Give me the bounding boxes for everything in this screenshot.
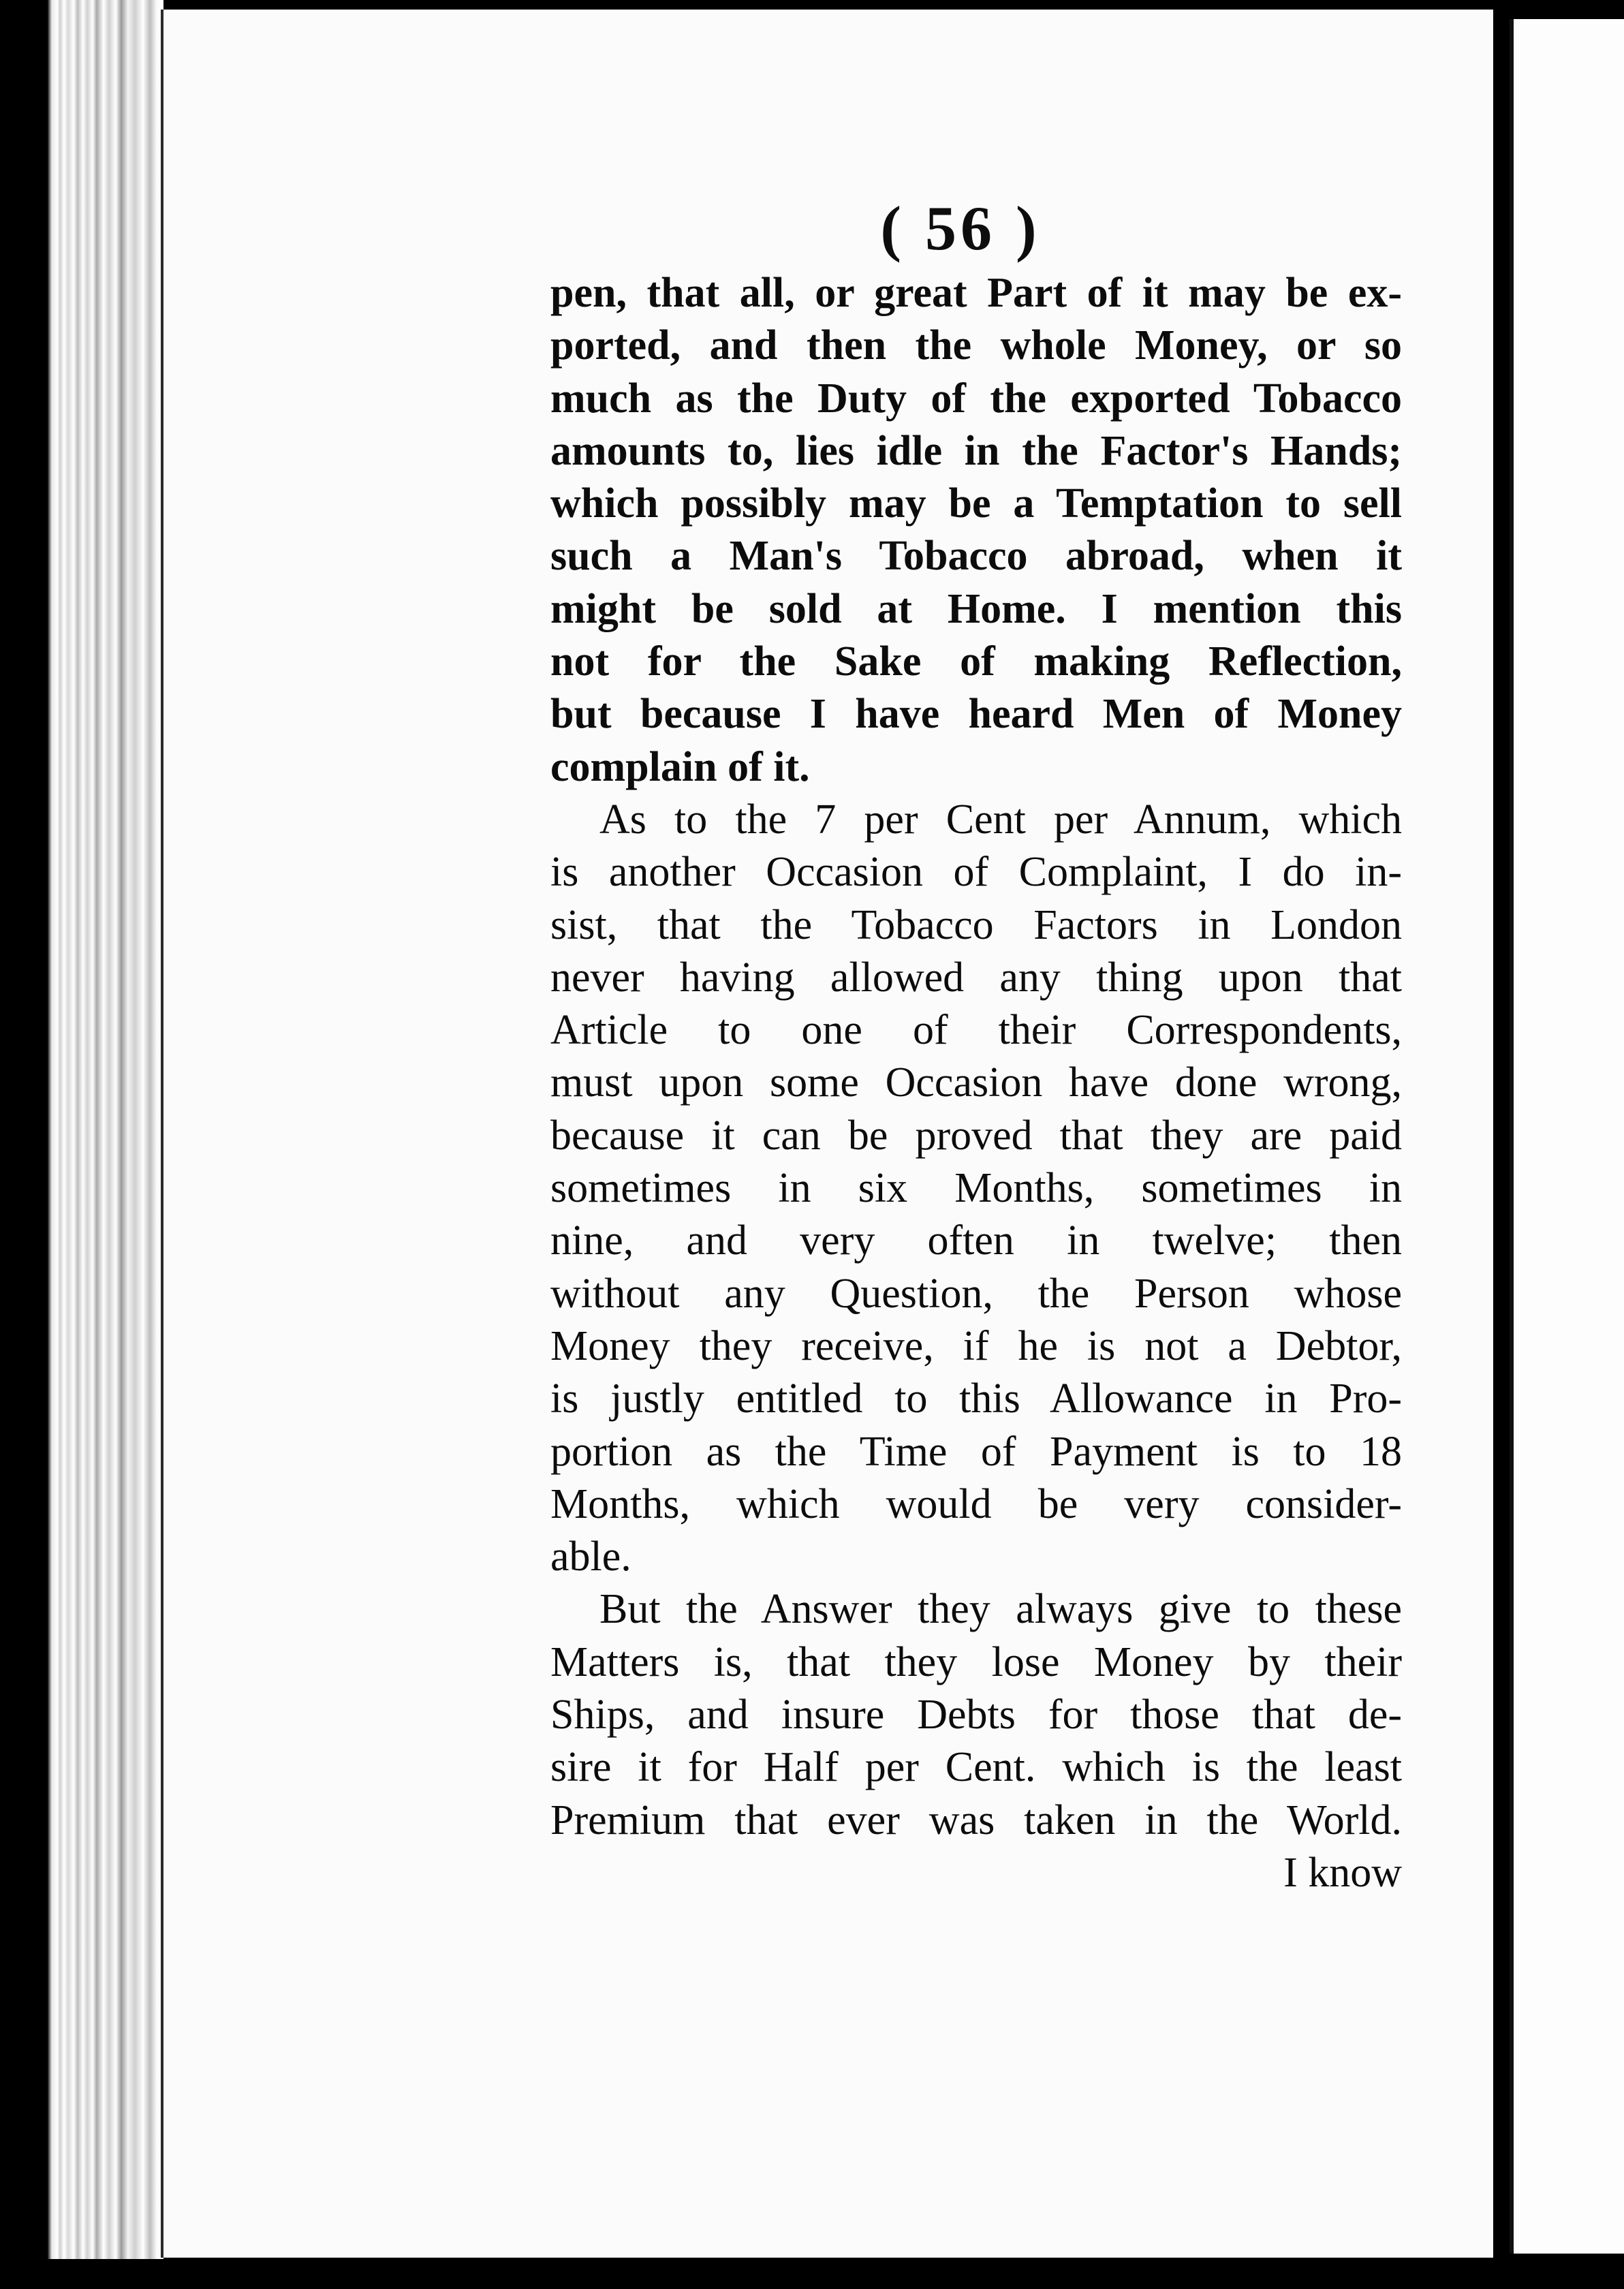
- text-line: without any Question, the Person whose: [550, 1270, 1402, 1317]
- text-line: Money they receive, if he is not a Debtor,: [550, 1322, 1402, 1369]
- text-line: Matters is, that they lose Money by their: [550, 1638, 1402, 1685]
- text-line: As to the 7 per Cent per Annum, which: [599, 796, 1402, 843]
- text-line: not for the Sake of making Reflection,: [550, 638, 1402, 685]
- text-line: is justly entitled to this Allowance in Pro-: [550, 1375, 1402, 1422]
- text-line: such a Man's Tobacco abroad, when it: [550, 533, 1402, 580]
- page-number: ( 56 ): [880, 193, 1041, 263]
- text-line: sometimes in six Months, sometimes in: [550, 1165, 1402, 1212]
- text-line: is another Occasion of Complaint, I do in-: [550, 849, 1402, 896]
- body-text: [550, 267, 1402, 1899]
- text-line: pen, that all, or great Part of it may be ex-: [550, 270, 1402, 316]
- text-line: Ships, and insure Debts for those that de-: [550, 1692, 1402, 1739]
- text-line: might be sold at Home. I mention this: [550, 585, 1402, 632]
- text-line: which possibly may be a Temptation to sell: [550, 480, 1402, 527]
- text-line: sist, that the Tobacco Factors in London: [550, 901, 1402, 948]
- facing-page-edge: [1510, 19, 1624, 2254]
- text-line: never having allowed any thing upon that: [550, 954, 1402, 1001]
- catchword: I know: [1283, 1849, 1402, 1896]
- text-line: amounts to, lies idle in the Factor's Hands;: [550, 427, 1402, 474]
- text-line: Months, which would be very consider-: [550, 1480, 1402, 1527]
- text-line: Premium that ever was taken in the World.: [550, 1796, 1402, 1843]
- text-line: But the Answer they always give to these: [599, 1586, 1402, 1633]
- text-line: but because I have heard Men of Money: [550, 691, 1402, 738]
- text-line: able.: [550, 1533, 631, 1580]
- text-line: nine, and very often in twelve; then: [550, 1217, 1402, 1264]
- text-line: must upon some Occasion have done wrong,: [550, 1059, 1402, 1106]
- page-edges: [48, 0, 163, 2269]
- text-line: because it can be proved that they are paid: [550, 1112, 1402, 1159]
- text-line: Article to one of their Correspondents,: [550, 1007, 1402, 1054]
- text-line: ported, and then the whole Money, or so: [550, 322, 1402, 369]
- text-line: sire it for Half per Cent. which is the least: [550, 1744, 1402, 1791]
- text-line: much as the Duty of the exported Tobacco: [550, 375, 1402, 422]
- scan-border: [0, 2259, 1624, 2289]
- text-line: portion as the Time of Payment is to 18: [550, 1428, 1402, 1475]
- text-line: complain of it.: [550, 743, 810, 790]
